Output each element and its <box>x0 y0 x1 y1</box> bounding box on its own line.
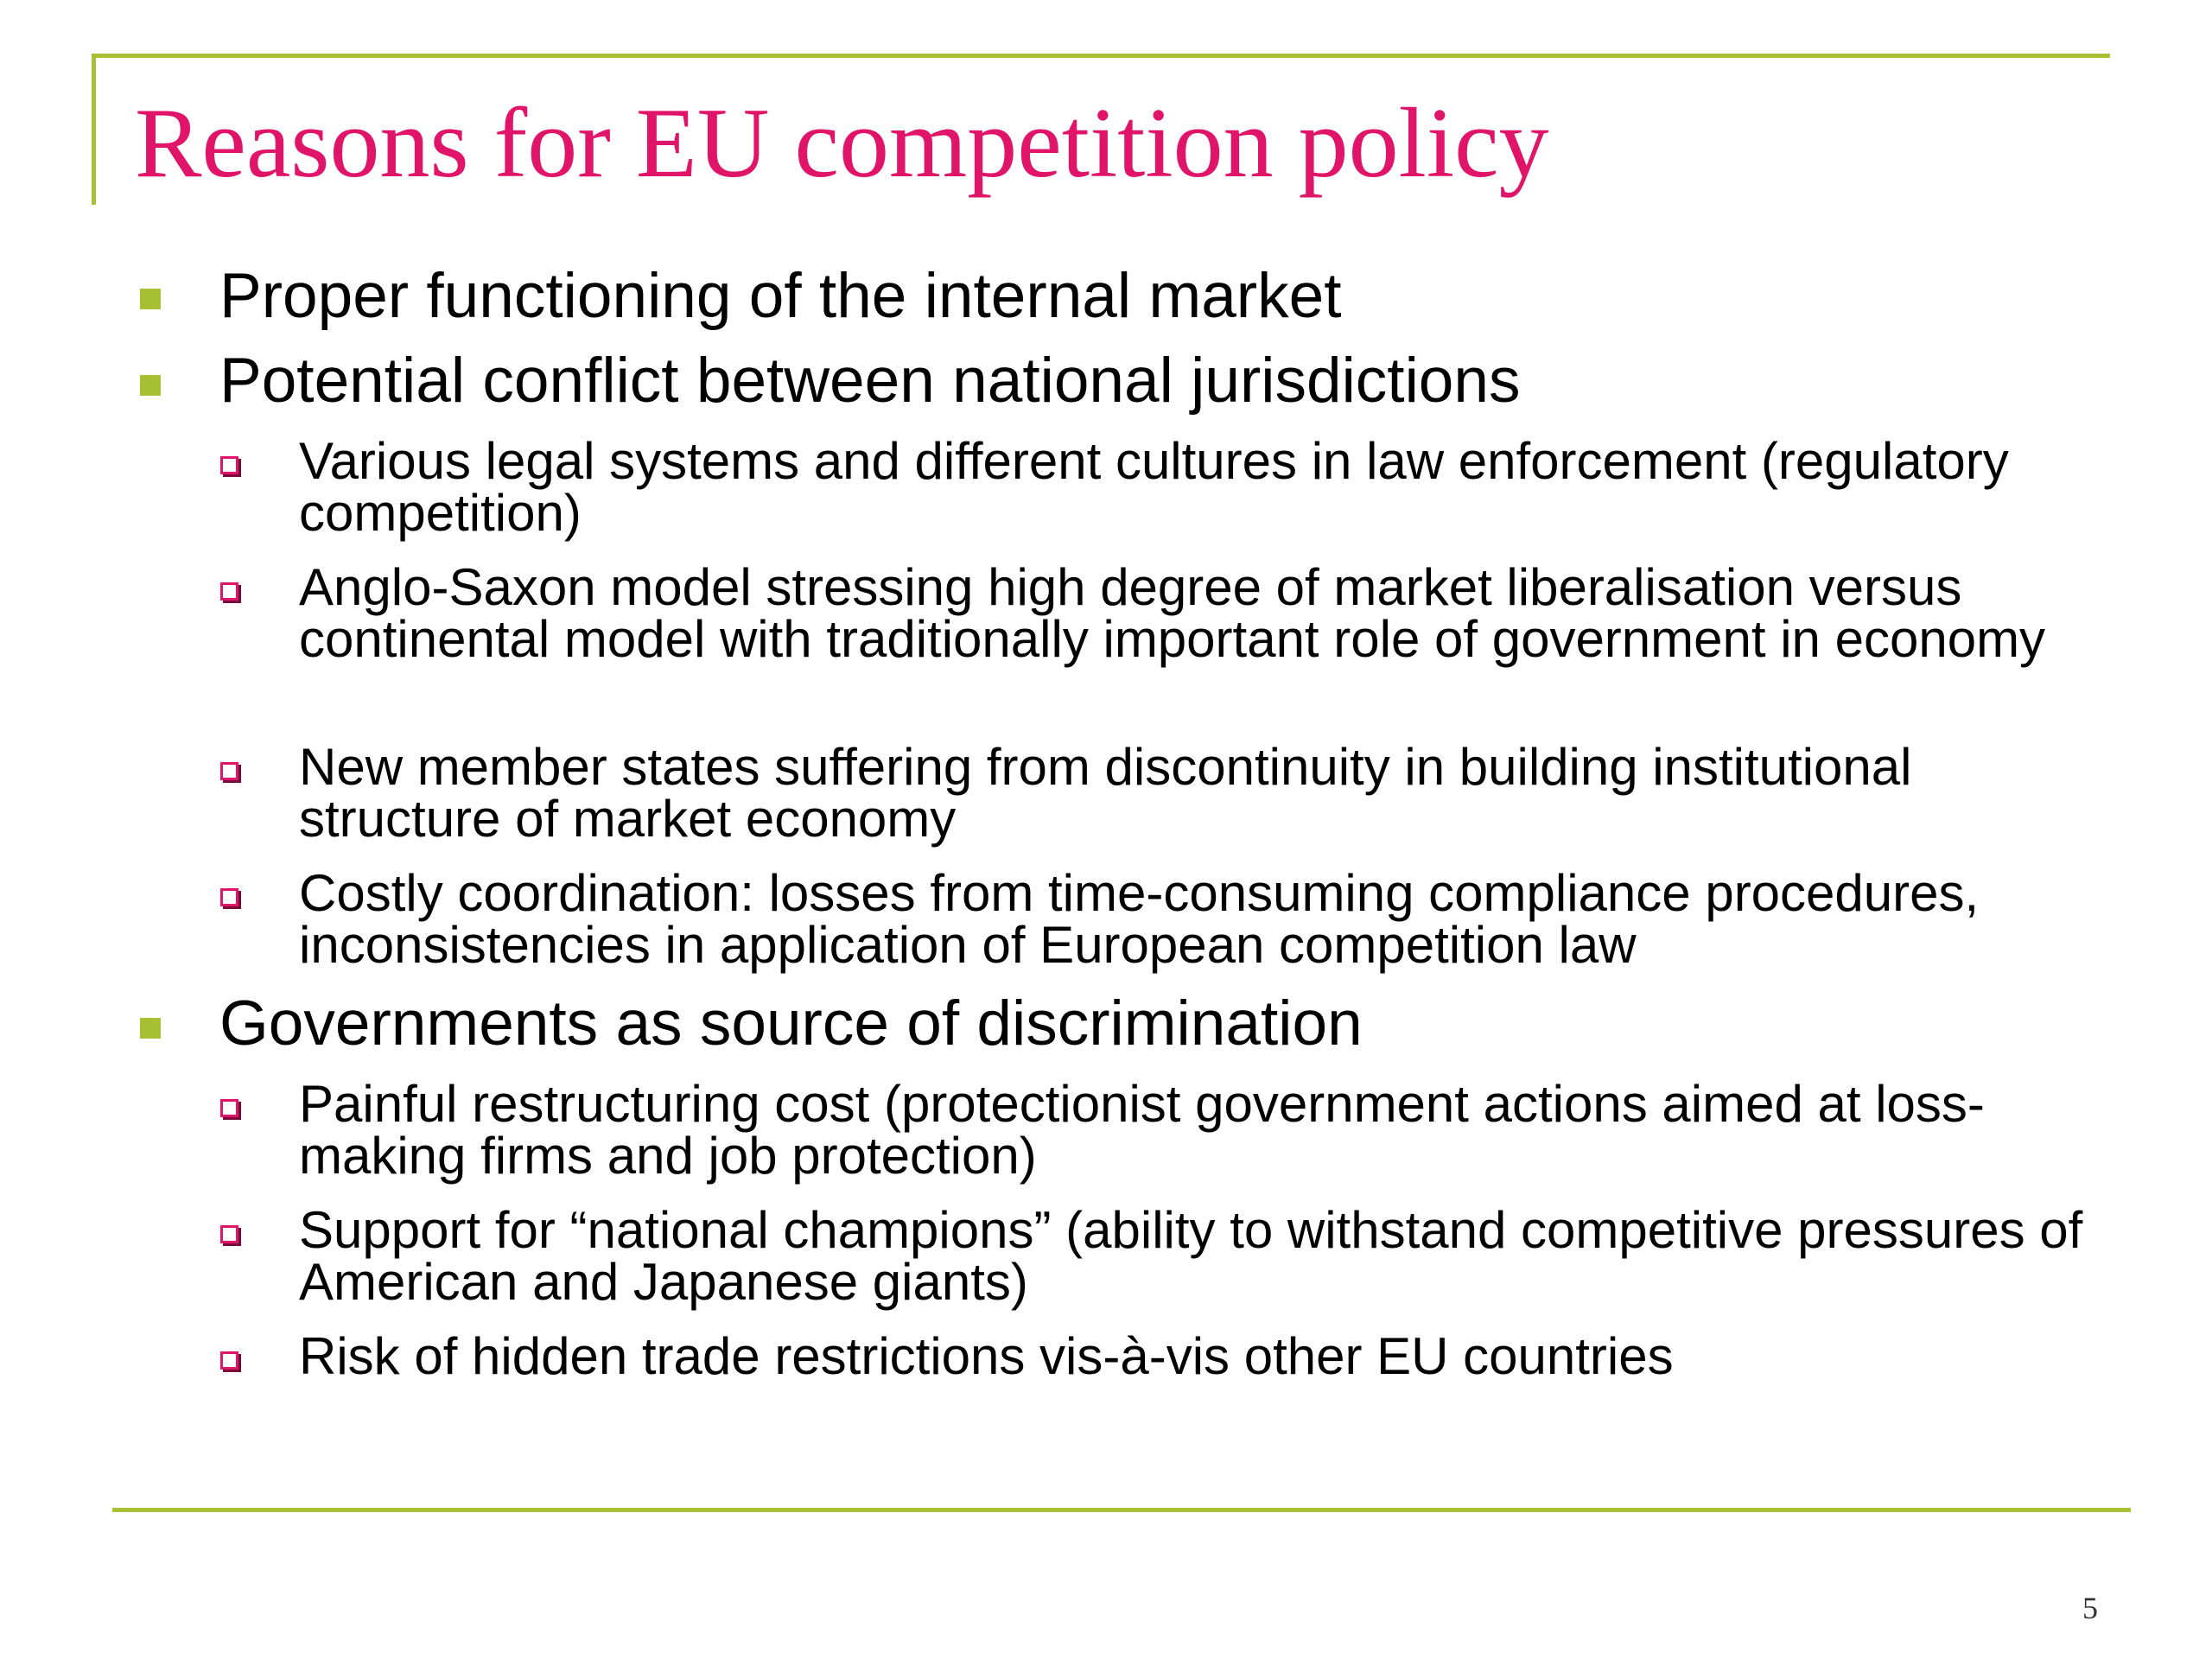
subitem-hidden-trade-restrictions: Risk of hidden trade restrictions vis-à-vis other EU countries <box>299 1327 1674 1385</box>
subitem-legal-systems: Various legal systems and different cultures in law enforcement (regulatory competition) <box>299 432 2009 542</box>
subitem-costly-coordination: Costly coordination: losses from time-consuming compliance procedures, inconsistencies in application of European competition law <box>299 864 1980 974</box>
hollow-square-bullet-icon <box>220 1225 238 1243</box>
slide-title: Reasons for EU competition policy <box>135 88 1549 199</box>
hollow-square-bullet-icon <box>220 1351 238 1370</box>
subitem-national-champions: Support for “national champions” (ability to withstand competitive pressures of American and Japanese giants) <box>299 1201 2083 1311</box>
subitem-anglo-saxon-model: Anglo-Saxon model stressing high degree of market liberalisation versus continental model with traditionally important role of government in economy <box>299 558 2046 668</box>
subitem-painful-restructuring: Painful restructuring cost (protectionist government actions aimed at loss-making firms and job protection) <box>299 1075 1985 1185</box>
top-accent-line <box>92 54 2110 58</box>
square-bullet-icon <box>140 375 161 396</box>
hollow-square-bullet-icon <box>220 1099 238 1117</box>
bullet-governments: Governments as source of discrimination <box>219 988 1363 1058</box>
hollow-square-bullet-icon <box>220 762 238 780</box>
hollow-square-bullet-icon <box>220 456 238 474</box>
bottom-accent-line <box>112 1508 2131 1512</box>
hollow-square-bullet-icon <box>220 888 238 906</box>
bullet-proper-functioning: Proper functioning of the internal market <box>219 261 1342 331</box>
hollow-square-bullet-icon <box>220 582 238 601</box>
square-bullet-icon <box>140 1018 161 1039</box>
page-number: 5 <box>2082 1591 2098 1625</box>
bullet-potential-conflict: Potential conflict between national jurisdictions <box>219 346 1521 416</box>
left-accent-line <box>92 54 96 205</box>
subitem-new-member-states: New member states suffering from discontinuity in building institutional structure of market economy <box>299 738 1912 848</box>
square-bullet-icon <box>140 289 161 309</box>
